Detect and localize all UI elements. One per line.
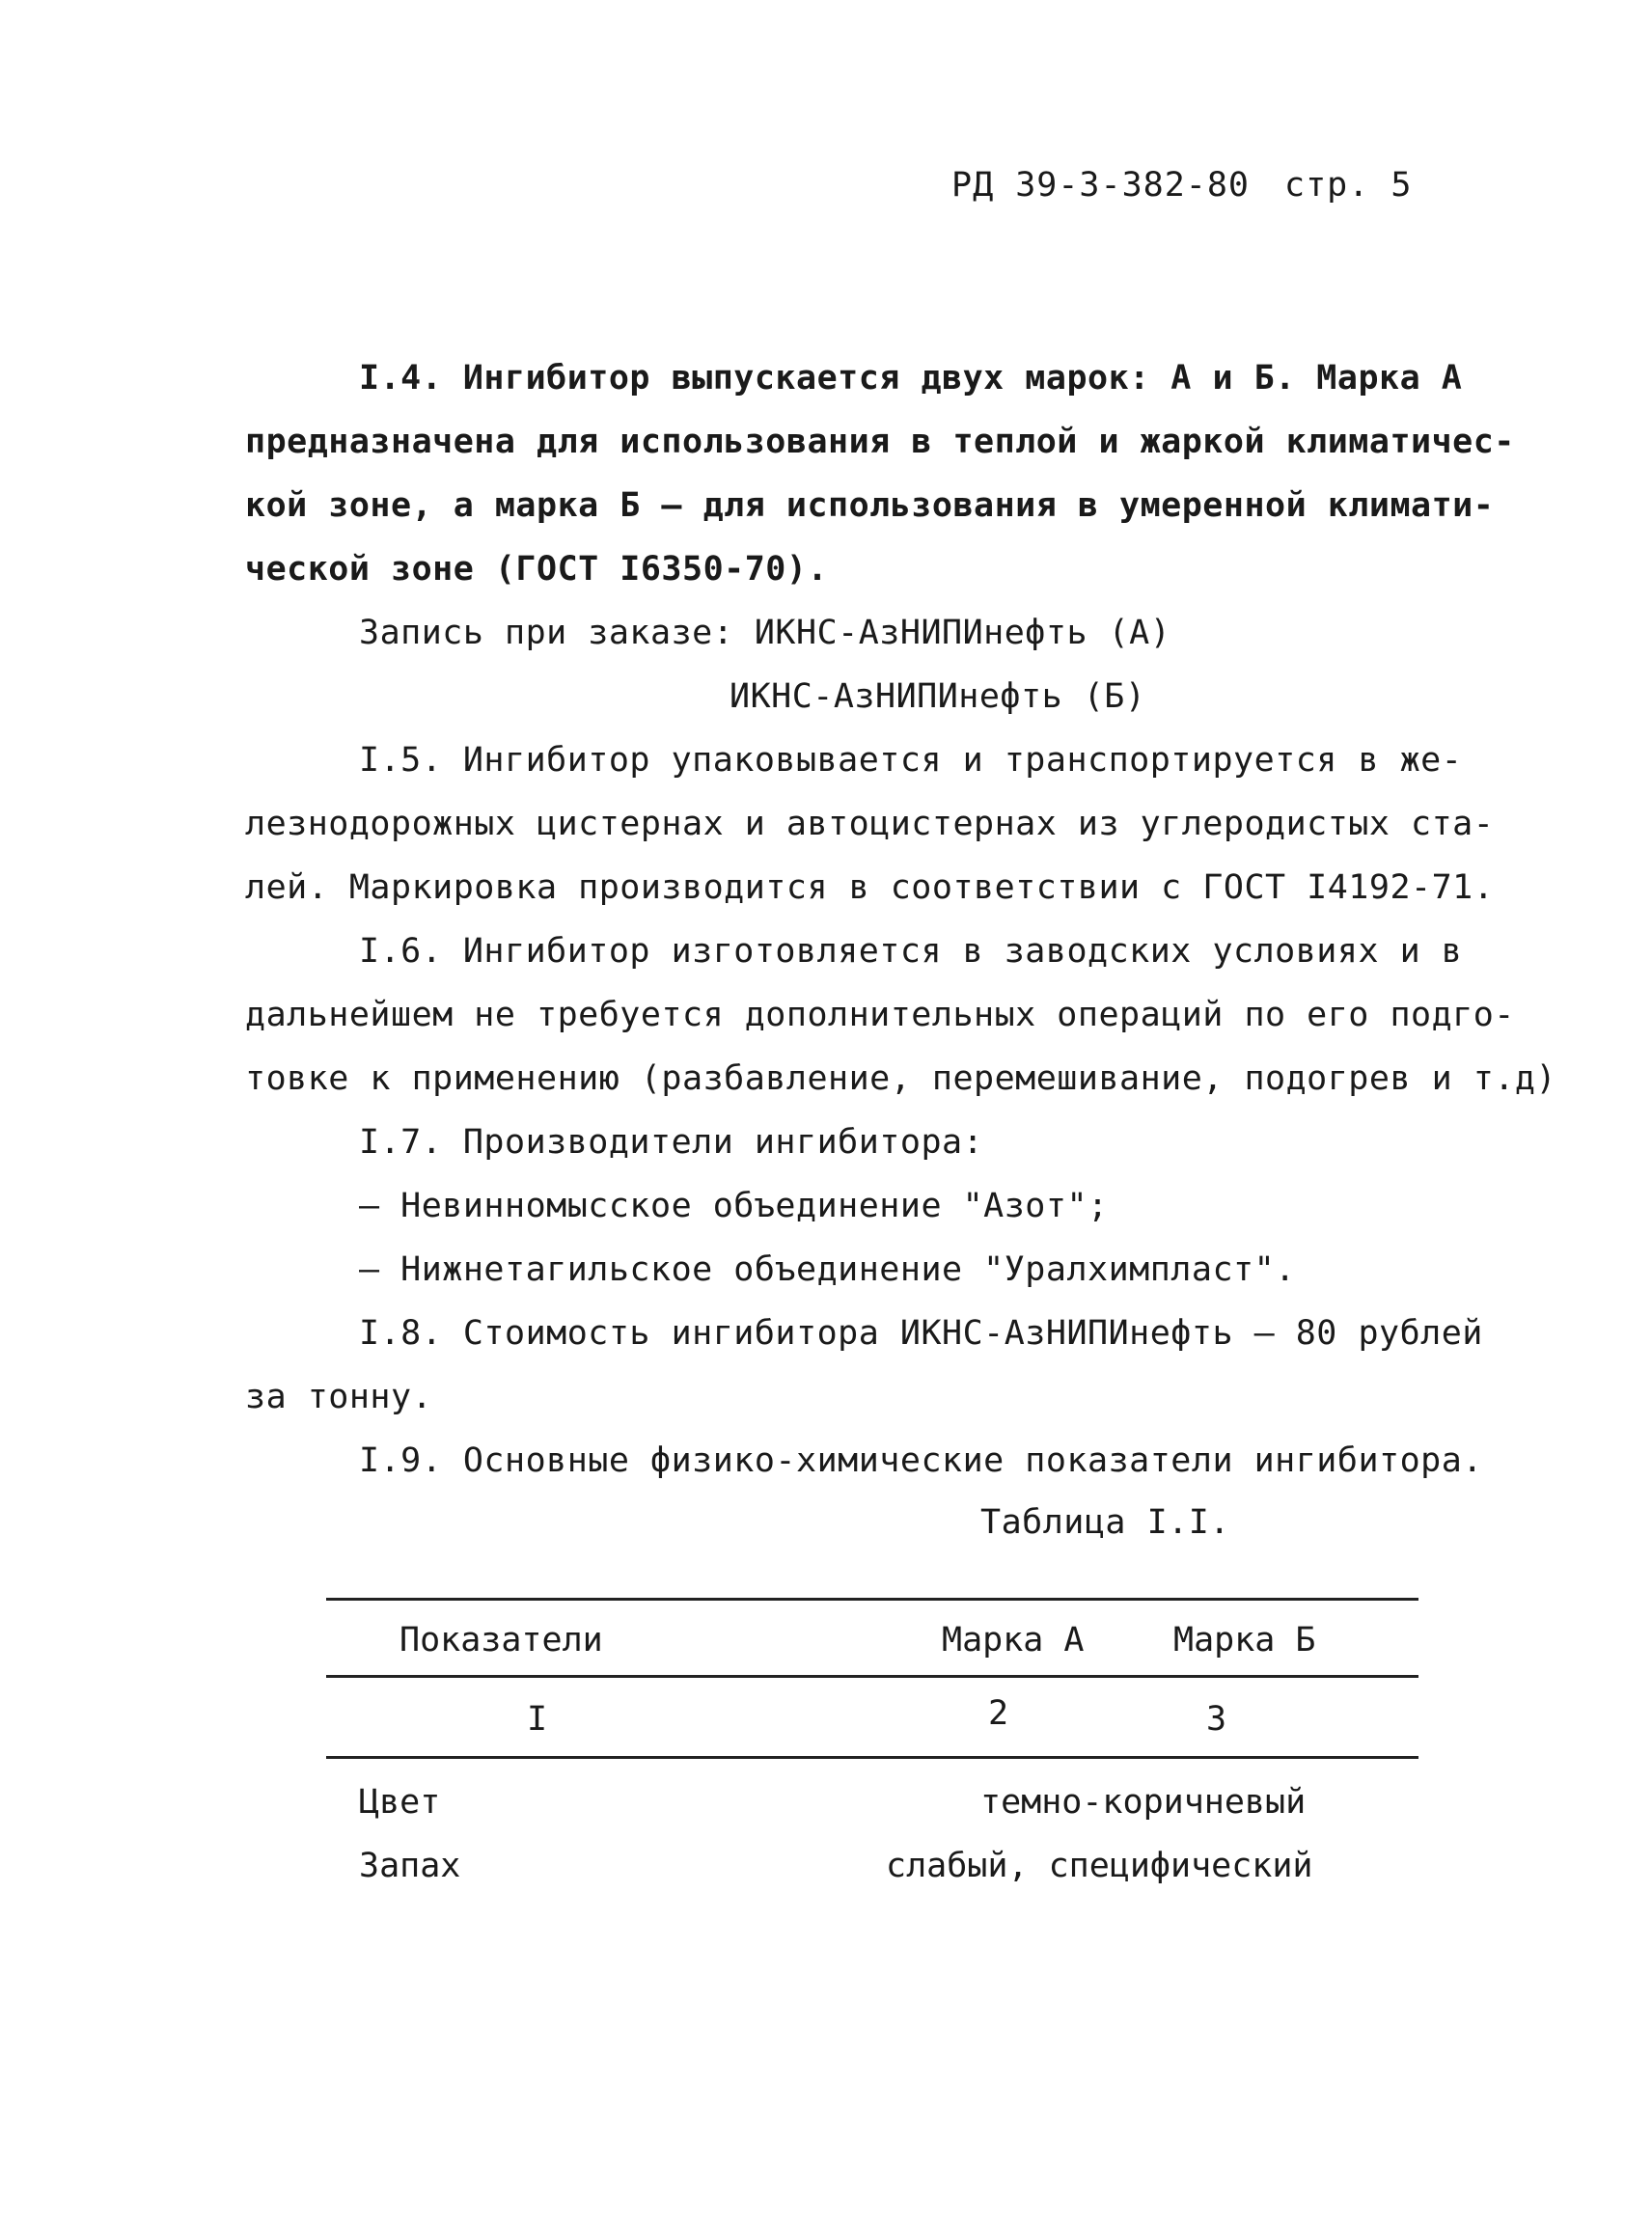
table-row-color-name: Цвет — [359, 1783, 441, 1822]
table-top-rule — [326, 1598, 1418, 1601]
document-code: РД 39-3-382-80 — [951, 166, 1251, 205]
table-row-color-value: темно-коричневый — [980, 1783, 1307, 1822]
order-record-line-2: ИКНС-АзНИПИнефть (Б) — [730, 677, 1146, 716]
paragraph-1-6-line-2: дальнейшем не требуется дополнительных операций по его подго- — [245, 996, 1515, 1034]
paragraph-1-6-line-1: I.6. Ингибитор изготовляется в заводских условиях и в — [359, 932, 1463, 971]
paragraph-1-4-line-4: ческой зоне (ГОСТ I6350-70). — [245, 550, 829, 589]
paragraph-1-4-line-3: кой зоне, а марка Б – для использования в умеренной климати- — [245, 486, 1495, 525]
table-column-number-2: 2 — [988, 1694, 1009, 1733]
paragraph-1-5-line-2: лезнодорожных цистернах и автоцистернах из углеродистых ста- — [245, 805, 1495, 843]
table-header-indicators: Показатели — [399, 1621, 603, 1660]
paragraph-1-4-line-2: предназначена для использования в теплой и жаркой климатичес- — [245, 423, 1515, 461]
paragraph-1-5-line-1: I.5. Ингибитор упаковывается и транспортируется в же- — [359, 741, 1463, 780]
producer-item-2: – Нижнетагильское объединение "Уралхимпласт". — [359, 1250, 1296, 1289]
table-column-number-1: I — [527, 1700, 548, 1739]
paragraph-1-4-line-1: I.4. Ингибитор выпускается двух марок: А и Б. Марка А — [359, 359, 1463, 398]
paragraph-1-8-line-2: за тонну. — [245, 1378, 433, 1416]
table-header-grade-b: Марка Б — [1173, 1621, 1316, 1660]
order-record-line-1: Запись при заказе: ИКНС-АзНИПИнефть (А) — [359, 614, 1171, 652]
table-header-rule — [326, 1675, 1418, 1678]
table-header-grade-a: Марка А — [942, 1621, 1085, 1660]
table-column-number-3: 3 — [1206, 1700, 1227, 1739]
paragraph-1-7-line-1: I.7. Производители ингибитора: — [359, 1123, 984, 1162]
paragraph-1-5-line-3: лей. Маркировка производится в соответствии с ГОСТ I4192-71. — [245, 868, 1495, 907]
producer-item-1: – Невинномысское объединение "Азот"; — [359, 1187, 1109, 1225]
table-row-odor-name: Запах — [359, 1847, 461, 1885]
table-numbers-rule — [326, 1756, 1418, 1759]
table-row-odor-value: слабый, специфический — [886, 1847, 1313, 1885]
paragraph-1-8-line-1: I.8. Стоимость ингибитора ИКНС-АзНИПИнефть – 80 рублей — [359, 1314, 1483, 1353]
paragraph-1-6-line-3: товке к применению (разбавление, перемешивание, подогрев и т.д) — [245, 1059, 1557, 1098]
paragraph-1-9-line-1: I.9. Основные физико-химические показатели ингибитора. — [359, 1441, 1483, 1480]
page-number: стр. 5 — [1284, 166, 1413, 205]
table-caption: Таблица I.I. — [980, 1503, 1230, 1542]
page-header — [951, 166, 1412, 205]
